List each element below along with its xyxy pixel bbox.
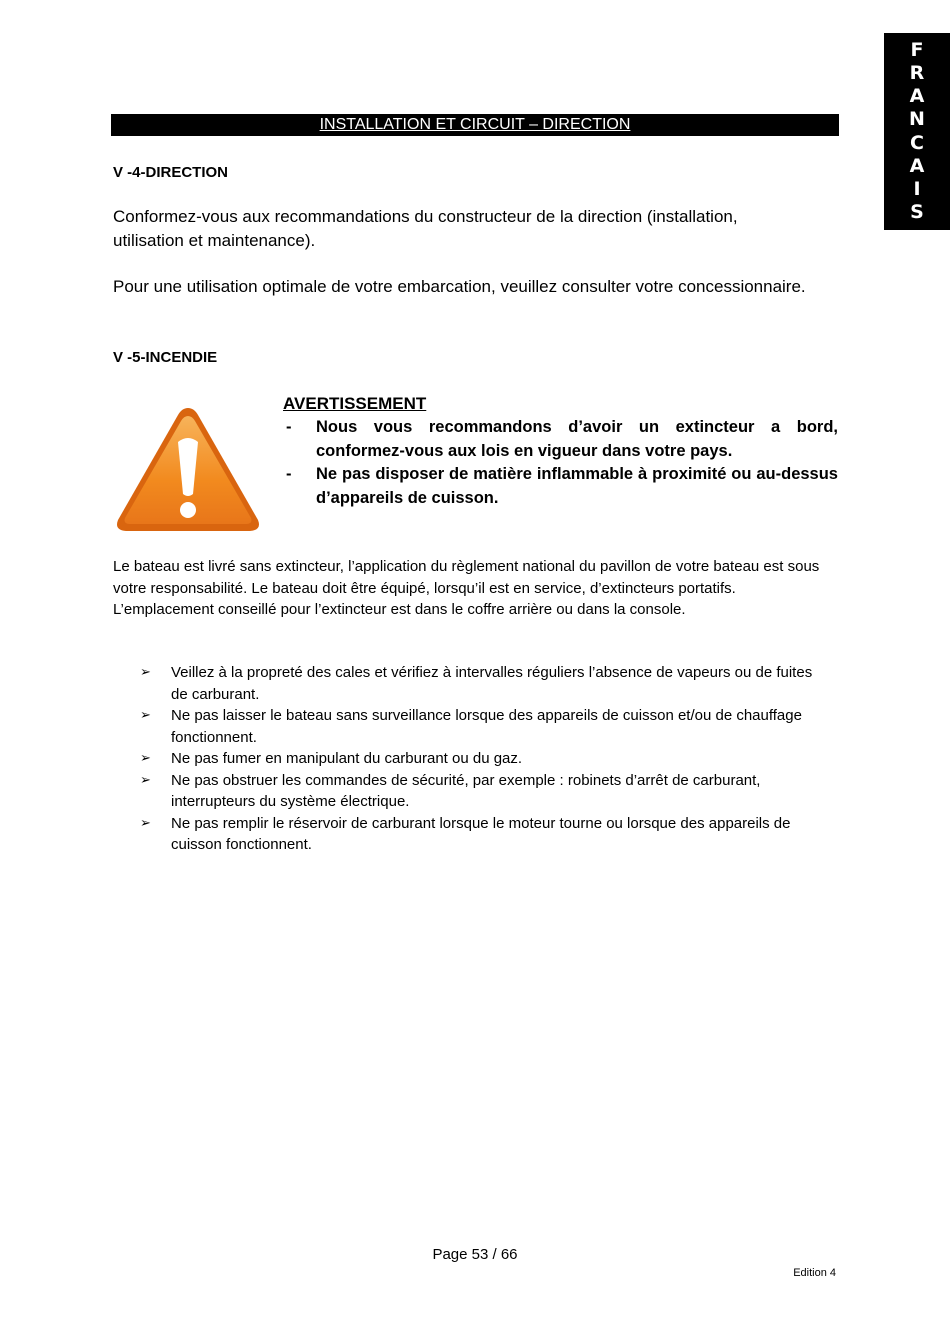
arrow-bullet-icon: ➢ — [140, 815, 151, 831]
language-tab-letter: I — [913, 177, 921, 200]
list-item — [140, 748, 830, 770]
language-tab-letter: R — [909, 62, 925, 85]
list-item — [140, 770, 830, 813]
language-tab-letter: A — [909, 154, 925, 177]
language-tab — [884, 33, 950, 230]
language-tab-letter: S — [910, 200, 924, 223]
page-title: INSTALLATION ET CIRCUIT – DIRECTION — [111, 114, 839, 136]
warning-item-text: Nous vous recommandons d’avoir un extincteur a bord, conformez-vous aux lois en vigueur dans votre pays. — [316, 418, 838, 460]
warning-item — [283, 463, 838, 510]
dash-icon: - — [286, 465, 292, 483]
section-heading-incendie: V -5-INCENDIE — [113, 349, 218, 366]
arrow-bullet-icon: ➢ — [140, 772, 151, 788]
direction-paragraph-1: Conformez-vous aux recommandations du constructeur de la direction (installation, utilisation et maintenance). — [113, 207, 738, 250]
warning-item-text: Ne pas disposer de matière inflammable à proximité ou au-dessus d’appareils de cuisson. — [316, 465, 838, 507]
list-item — [140, 813, 830, 856]
edition-label: Edition 4 — [793, 1267, 836, 1279]
dash-icon: - — [286, 418, 292, 436]
safety-bullet-list — [140, 662, 830, 856]
body-paragraph: Le bateau est livré sans extincteur, l’application du règlement national du pavillon de votre bateau est sous votre responsabilité. Le bateau doit être équipé, lorsqu’il est en service, d’extincteurs portatifs. — [113, 558, 820, 597]
language-tab-letter: C — [910, 131, 924, 154]
body-paragraph: L’emplacement conseillé pour l’extincteur est dans le coffre arrière ou dans la console. — [113, 601, 686, 618]
warning-triangle-icon — [114, 402, 262, 538]
list-item-text: Ne pas fumer en manipulant du carburant ou du gaz. — [171, 750, 523, 767]
fire-body-text — [113, 556, 833, 621]
language-tab-letter: F — [910, 39, 924, 62]
warning-list — [283, 416, 838, 510]
arrow-bullet-icon: ➢ — [140, 751, 151, 766]
list-item — [140, 705, 830, 748]
language-tab-letter: A — [909, 85, 925, 108]
page-number: Page 53 / 66 — [432, 1246, 518, 1263]
warning-item — [283, 416, 838, 463]
section-heading-direction: V -4-DIRECTION — [113, 164, 229, 181]
arrow-bullet-icon: ➢ — [140, 665, 151, 680]
list-item — [140, 662, 830, 705]
language-tab-letter: N — [909, 108, 925, 131]
warning-title: AVERTISSEMENT — [283, 394, 427, 413]
list-item-text: Veillez à la propreté des cales et vérifiez à intervalles réguliers l’absence de vapeurs ou de fuites de carburant. — [171, 664, 813, 703]
direction-paragraph-2: Pour une utilisation optimale de votre embarcation, veuillez consulter votre concessionnaire. — [113, 277, 806, 296]
list-item-text: Ne pas remplir le réservoir de carburant lorsque le moteur tourne ou lorsque des appareils de cuisson fonctionnent. — [171, 814, 791, 853]
list-item-text: Ne pas laisser le bateau sans surveillance lorsque des appareils de cuisson et/ou de chauffage fonctionnent. — [171, 707, 802, 746]
arrow-bullet-icon: ➢ — [140, 708, 151, 723]
list-item-text: Ne pas obstruer les commandes de sécurité, par exemple : robinets d’arrêt de carburant, interrupteurs du système électrique. — [171, 771, 761, 810]
